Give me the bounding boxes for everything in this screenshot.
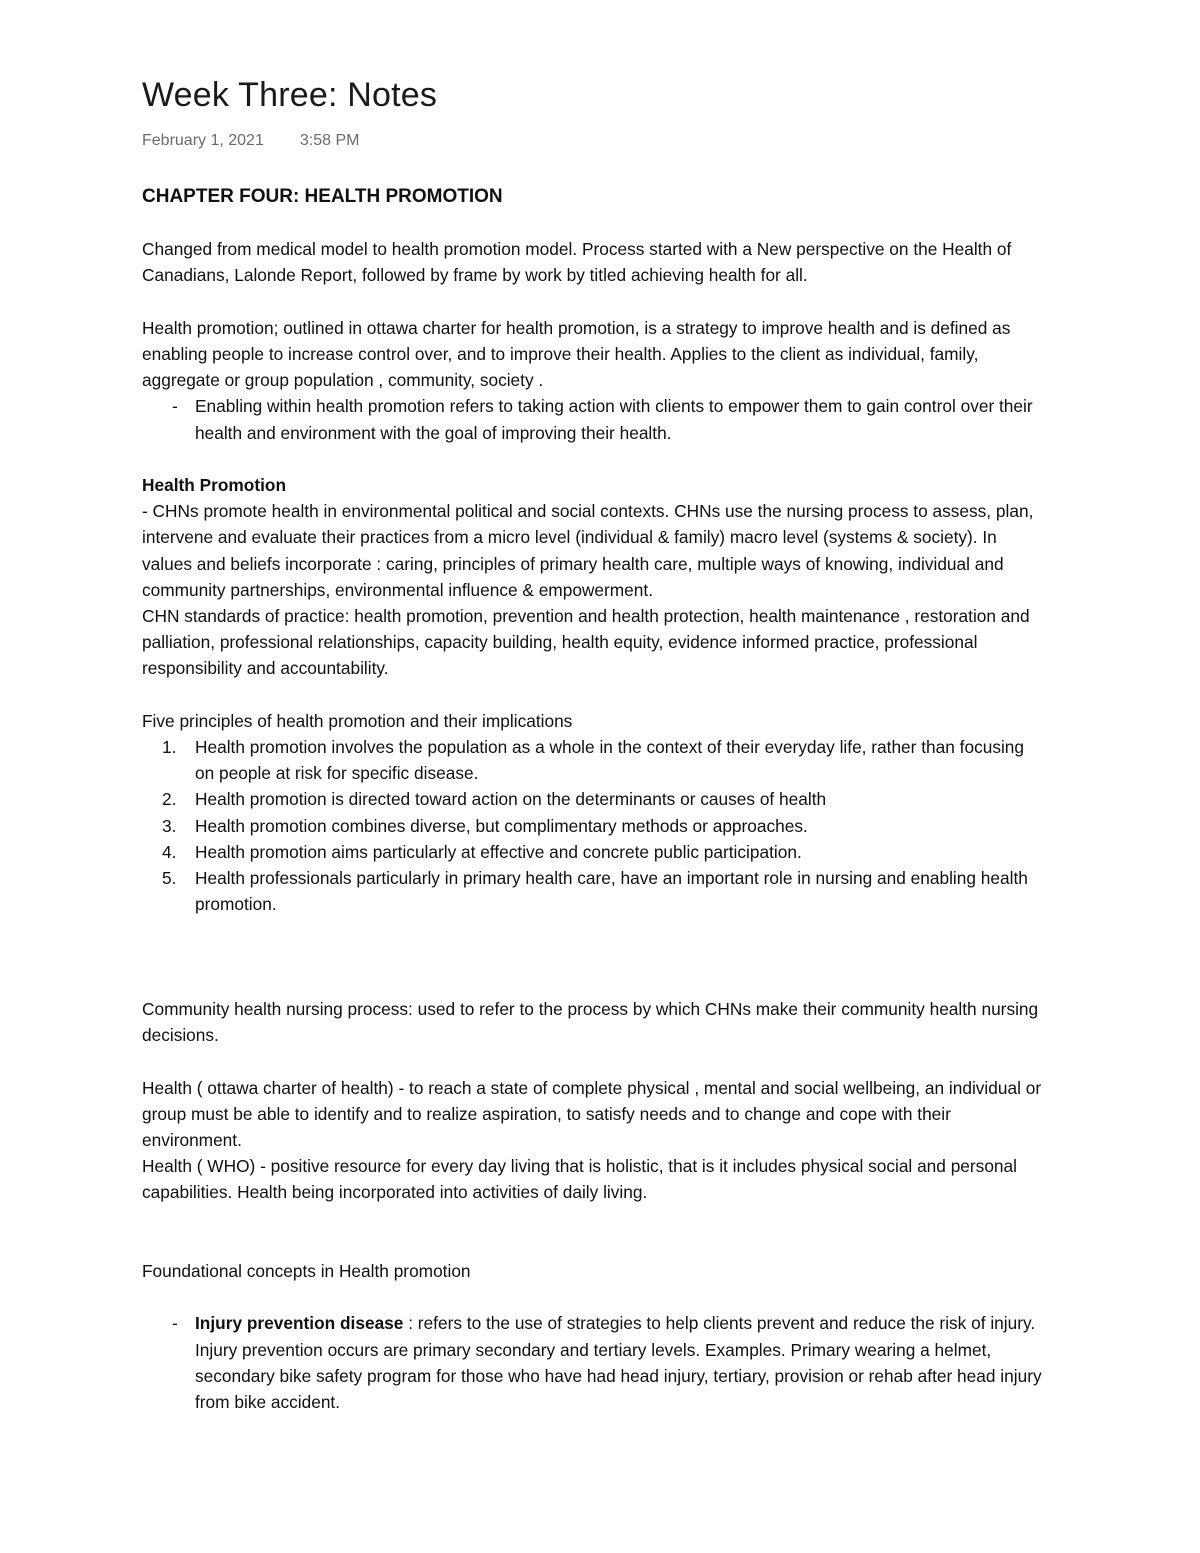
list-item-text: Health promotion involves the population as a whole in the context of their everyday life, rather than focusing on people at risk for specific disease. [195,737,1025,784]
note-page [142,74,1047,1415]
dash-bullet: - [172,1313,178,1334]
list-item-text: Enabling within health promotion refers to taking action with clients to empower them to gain control over their health and environment with the goal of improving their health. [195,396,1033,443]
foundational-heading: Foundational concepts in Health promotion [142,1261,471,1282]
note-date: February 1, 2021 [142,132,264,149]
list-item [142,813,1047,839]
list-item-text: Health promotion is directed toward action on the determinants or causes of health [195,789,827,810]
chapter-title: CHAPTER FOUR: HEALTH PROMOTION [142,186,503,207]
section-heading-health-promotion: Health Promotion [142,474,287,495]
list-item [142,1310,1047,1415]
note-time: 3:58 PM [299,132,360,149]
five-principles-heading: Five principles of health promotion and their implications [142,710,573,731]
nursing-process-paragraph: Community health nursing process: used to refer to the process by which CHNs make their community health nursing decisions. [142,999,1039,1046]
spacer [142,1284,1047,1310]
list-item-term: Injury prevention disease [195,1313,404,1334]
page-title: Week Three: Notes [142,76,438,114]
health-promotion-paragraph: Health promotion; outlined in ottawa charter for health promotion, is a strategy to improve health and is defined as enabling people to increase control over, and to improve their health. Applies to the client as individual, family, aggregate or group population , community, society . [142,317,1011,391]
health-who-paragraph: Health ( WHO) - positive resource for every day living that is holistic, that is it includes physical social and personal capabilities. Health being incorporated into activities of daily living. [142,1156,1017,1203]
health-ottawa-paragraph: Health ( ottawa charter of health) - to reach a state of complete physical , mental and social wellbeing, an individual or group must be able to identify and to realize aspiration, to satisfy needs and to change and cope with their environment. [142,1077,1042,1151]
list-item-text: Health promotion aims particularly at effective and concrete public participation. [195,841,802,862]
note-meta [142,130,1047,152]
list-item [142,786,1047,812]
list-item-text: Health promotion combines diverse, but complimentary methods or approaches. [195,815,808,836]
spacer [142,1206,1047,1258]
intro-paragraph: Changed from medical model to health promotion model. Process started with a New perspective on the Health of Canadians, Lalonde Report, followed by frame by work by titled achieving health for all. [142,239,1012,286]
spacer [142,289,1047,315]
spacer [142,1048,1047,1074]
list-item-text: Health professionals particularly in primary health care, have an important role in nursing and enabling health promotion. [195,868,1028,915]
list-number: 2. [162,789,177,810]
spacer [142,446,1047,472]
list-item [142,839,1047,865]
dash-bullet: - [172,396,178,417]
enabling-list [142,393,1047,445]
chn-standards-paragraph: CHN standards of practice: health promotion, prevention and health protection, health maintenance , restoration and palliation, professional relationships, capacity building, health equity, evidence informed practice, professional responsibility and accountability. [142,606,1030,679]
list-item [142,734,1047,786]
foundational-list [142,1310,1047,1415]
list-item [142,865,1047,917]
list-item-text: : refers to the use of strategies to help clients prevent and reduce the risk of injury. Injury prevention occurs are primary secondary and tertiary levels. Examples. Primary wearing a helmet, secondary bike safety program for those who have had head injury, tertiary, provision or rehab after head injury from bike accident. [195,1313,1042,1413]
list-number: 3. [162,815,177,836]
list-number: 5. [162,868,177,889]
health-promotion-body: - CHNs promote health in environmental political and social contexts. CHNs use the nursing process to assess, plan, intervene and evaluate their practices from a micro level (individual & family) macro level (systems & society). In values and beliefs incorporate : caring, principles of primary health care, multiple ways of knowing, individual and community partnerships, environmental influence & empowerment. [142,501,1034,600]
list-number: 1. [162,737,177,757]
spacer [142,682,1047,708]
list-item [142,393,1047,445]
list-number: 4. [162,841,177,862]
five-principles-list [142,734,1047,917]
spacer [142,917,1047,996]
spacer [142,210,1047,236]
